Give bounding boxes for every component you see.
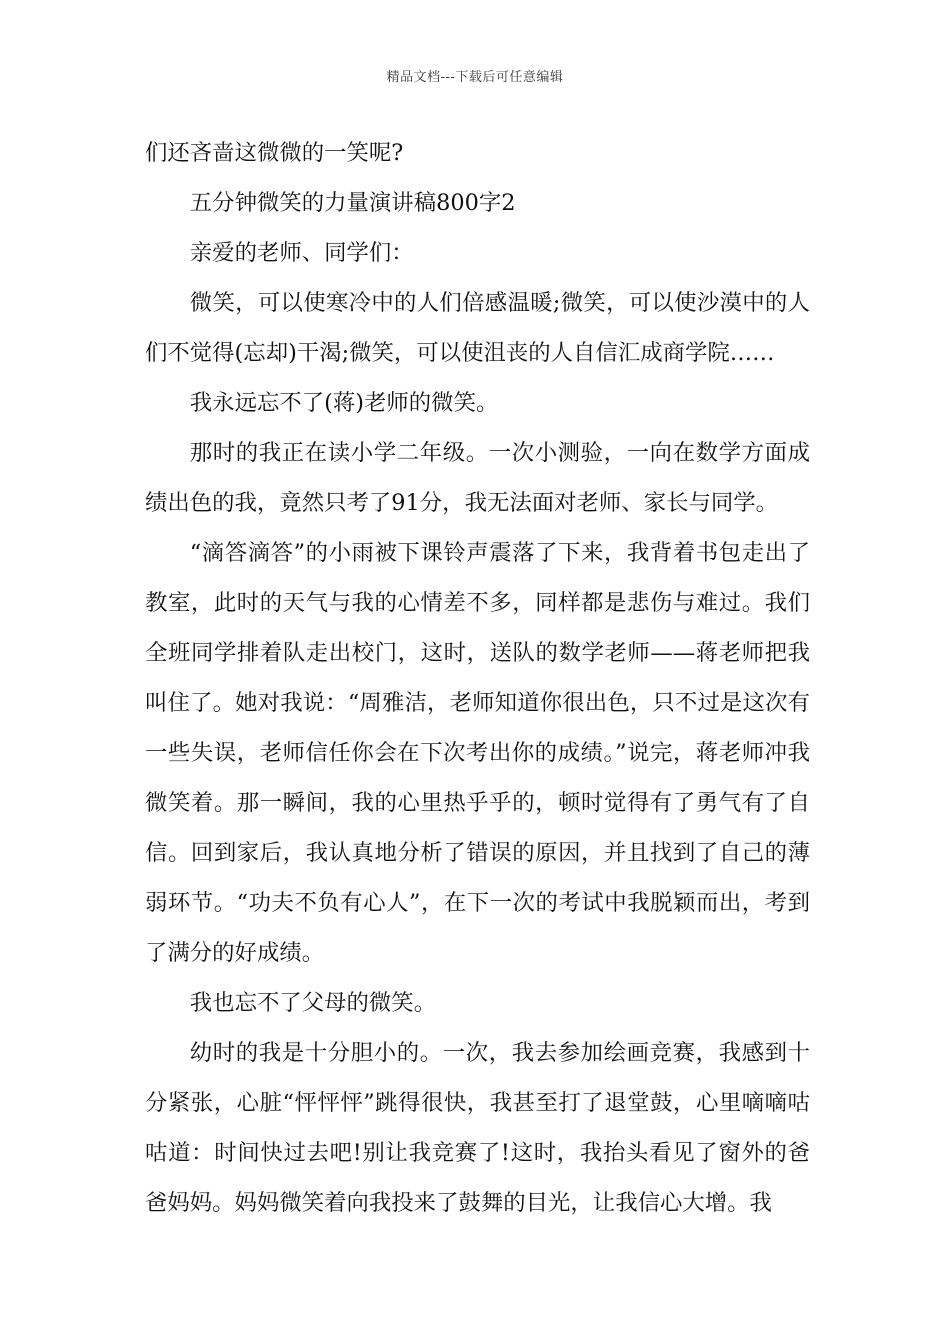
paragraph: 幼时的我是十分胆小的。一次，我去参加绘画竞赛，我感到十分紧张，心脏“怦怦怦”跳得很快，我甚至打了退堂鼓，心里嘀嘀咕咕道：时间快过去吧!别让我竞赛了!这时，我抬头看见了窗外的爸爸妈妈。妈妈微笑着向我投来了鼓舞的目光，让我信心大增。我: [145, 1040, 810, 1216]
paragraph: 我永远忘不了(蒋)老师的微笑。: [189, 390, 499, 416]
paragraph-continuation: 们还吝啬这微微的一笑呢?: [145, 140, 404, 166]
section-title: 五分钟微笑的力量演讲稿800字2: [189, 190, 516, 216]
page-header: 精品文档---下载后可任意编辑: [386, 70, 564, 85]
paragraph: “滴答滴答”的小雨被下课铃声震落了下来，我背着书包走出了教室，此时的天气与我的心情差不多，同样都是悲伤与难过。我们全班同学排着队走出校门，这时，送队的数学老师——蒋老师把我叫住了。她对我说：“周雅洁，老师知道你很出色，只不过是这次有一些失误，老师信任你会在下次考出你的成绩。”说完，蒋老师冲我微笑着。那一瞬间，我的心里热乎乎的，顿时觉得有了勇气有了自信。回到家后，我认真地分析了错误的原因，并且找到了自己的薄弱环节。“功夫不负有心人”，在下一次的考试中我脱颖而出，考到了满分的好成绩。: [145, 540, 810, 966]
document-body: [145, 128, 810, 1228]
paragraph: 微笑，可以使寒冷中的人们倍感温暖;微笑，可以使沙漠中的人们不觉得(忘却)干渴;微笑，可以使沮丧的人自信汇成商学院……: [145, 290, 810, 366]
paragraph: 那时的我正在读小学二年级。一次小测验，一向在数学方面成绩出色的我，竟然只考了91分，我无法面对老师、家长与同学。: [145, 440, 810, 516]
paragraph: 我也忘不了父母的微笑。: [189, 990, 437, 1016]
salutation: 亲爱的老师、同学们：: [189, 240, 414, 266]
